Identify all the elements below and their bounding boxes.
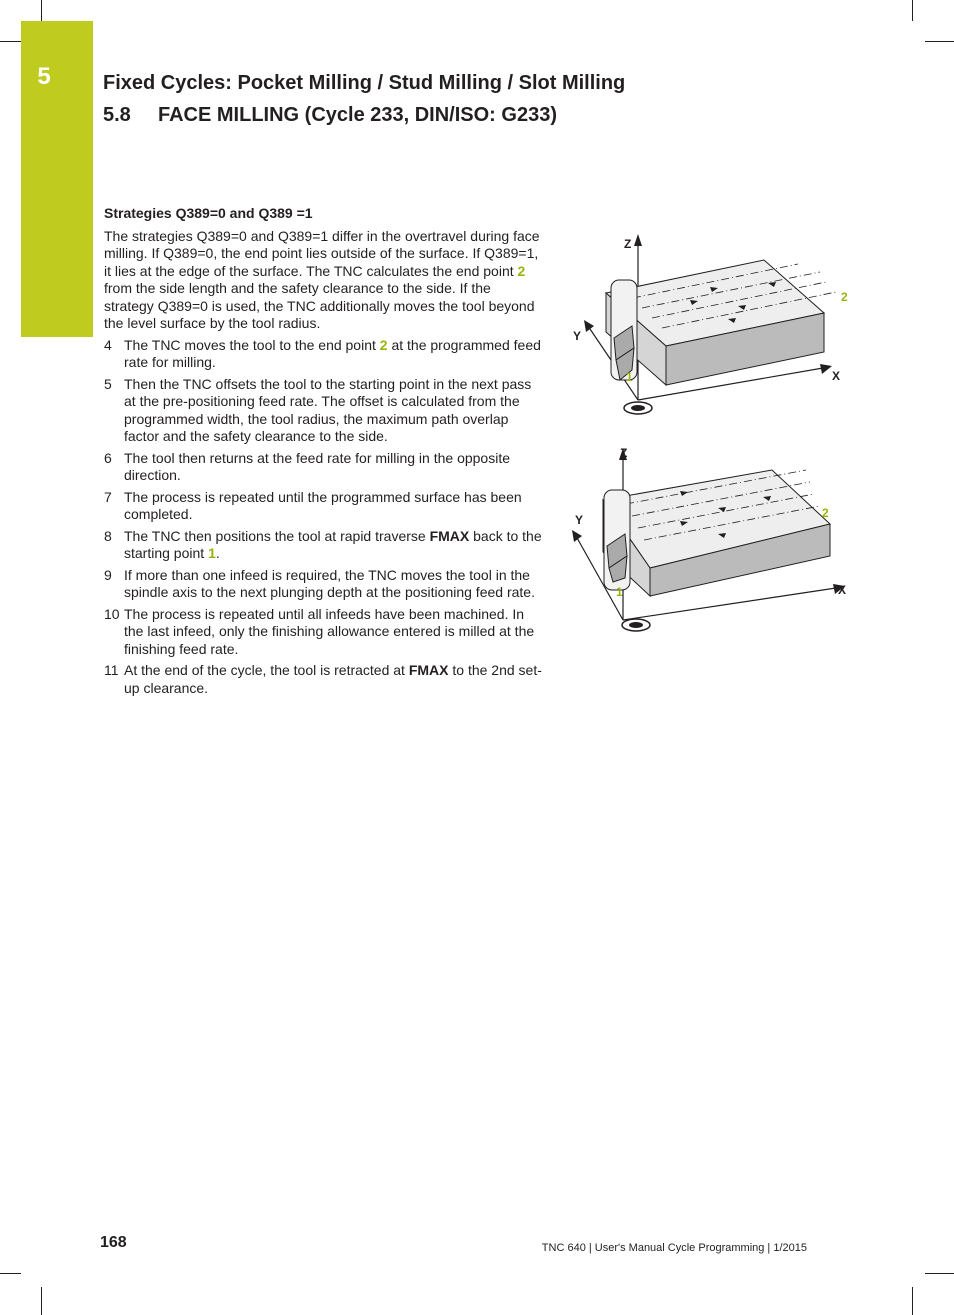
step-10: 10 The process is repeated until all infeeds have been machined. In the last infeed, only the finishing allowance entered is milled at the finishing feed rate. <box>104 605 535 657</box>
axis-z-label: Z <box>624 237 632 251</box>
end-point-ref: 2 <box>517 262 526 279</box>
crop-mark <box>41 1287 42 1315</box>
section-title-text: FACE MILLING (Cycle 233, DIN/ISO: G233) <box>158 104 557 126</box>
footer-info: TNC 640 | User's Manual Cycle Programming | 1/2015 <box>541 1242 807 1254</box>
point-ref: 2 <box>379 336 388 353</box>
figure-strategy-q389-1 <box>568 442 858 638</box>
crop-mark <box>0 1273 21 1274</box>
section-title <box>103 104 557 127</box>
chapter-tab <box>21 21 93 337</box>
step-11: 11 At the end of the cycle, the tool is retracted at FMAX to the 2nd set-up clearance. <box>104 662 542 696</box>
crop-mark <box>925 1273 954 1274</box>
crop-mark <box>41 0 42 21</box>
strategies-heading: Strategies Q389=0 and Q389 =1 <box>104 205 313 221</box>
axis-y-label: Y <box>573 329 582 343</box>
axis-x-label: X <box>832 369 841 383</box>
chapter-title: Fixed Cycles: Pocket Milling / Stud Milling / Slot Milling <box>103 72 626 94</box>
page-number: 168 <box>100 1234 127 1251</box>
step-8: 8 The TNC then positions the tool at rapid traverse FMAX back to the starting point 1. <box>104 527 542 561</box>
step-6: 6 The tool then returns at the feed rate for milling in the opposite direction. <box>104 449 511 483</box>
crop-mark <box>912 1287 913 1315</box>
step-7: 7 The process is repeated until the programmed surface has been completed. <box>104 488 522 522</box>
step-4: 4 The TNC moves the tool to the end point 2 at the programmed feed rate for milling. <box>104 336 541 370</box>
start-point-label: 1 <box>626 370 633 384</box>
crop-mark <box>0 41 21 42</box>
fmax-keyword: FMAX <box>429 527 470 544</box>
intro-paragraph: The strategies Q389=0 and Q389=1 differ in the overtravel during face milling. If Q389=0, the end point lies outside of the surface. If Q389=1, it lies at the edge of the surface. The TNC calculates the end point 2 from the side length and the safety clearance to the side. If the strategy Q389=0 is used, the TNC additionally moves the tool beyond the level surface by the tool radius. <box>104 227 540 331</box>
section-number: 5.8 <box>103 104 131 126</box>
axis-x-label: X <box>838 583 847 597</box>
point-ref: 1 <box>208 545 216 561</box>
body-text <box>104 205 542 701</box>
crop-mark <box>925 41 954 42</box>
step-5: 5 Then the TNC offsets the tool to the starting point in the next pass at the pre-positioning feed rate. The offset is calculated from the programmed width, the tool radius, the maximum path overlap factor and the safety clearance to the side. <box>104 375 532 444</box>
axis-y-label: Y <box>575 513 584 527</box>
axis-z-label: Z <box>620 446 628 460</box>
chapter-number: 5 <box>37 63 51 90</box>
fmax-keyword: FMAX <box>408 662 449 678</box>
start-point-label: 1 <box>616 585 623 599</box>
figure-strategy-q389-0 <box>568 228 858 424</box>
end-point-label: 2 <box>841 290 848 304</box>
crop-mark <box>912 0 913 21</box>
step-9: 9 If more than one infeed is required, the TNC moves the tool in the spindle axis to the next plunging depth at the positioning feed rate. <box>104 566 535 600</box>
end-point-label: 2 <box>822 506 829 520</box>
